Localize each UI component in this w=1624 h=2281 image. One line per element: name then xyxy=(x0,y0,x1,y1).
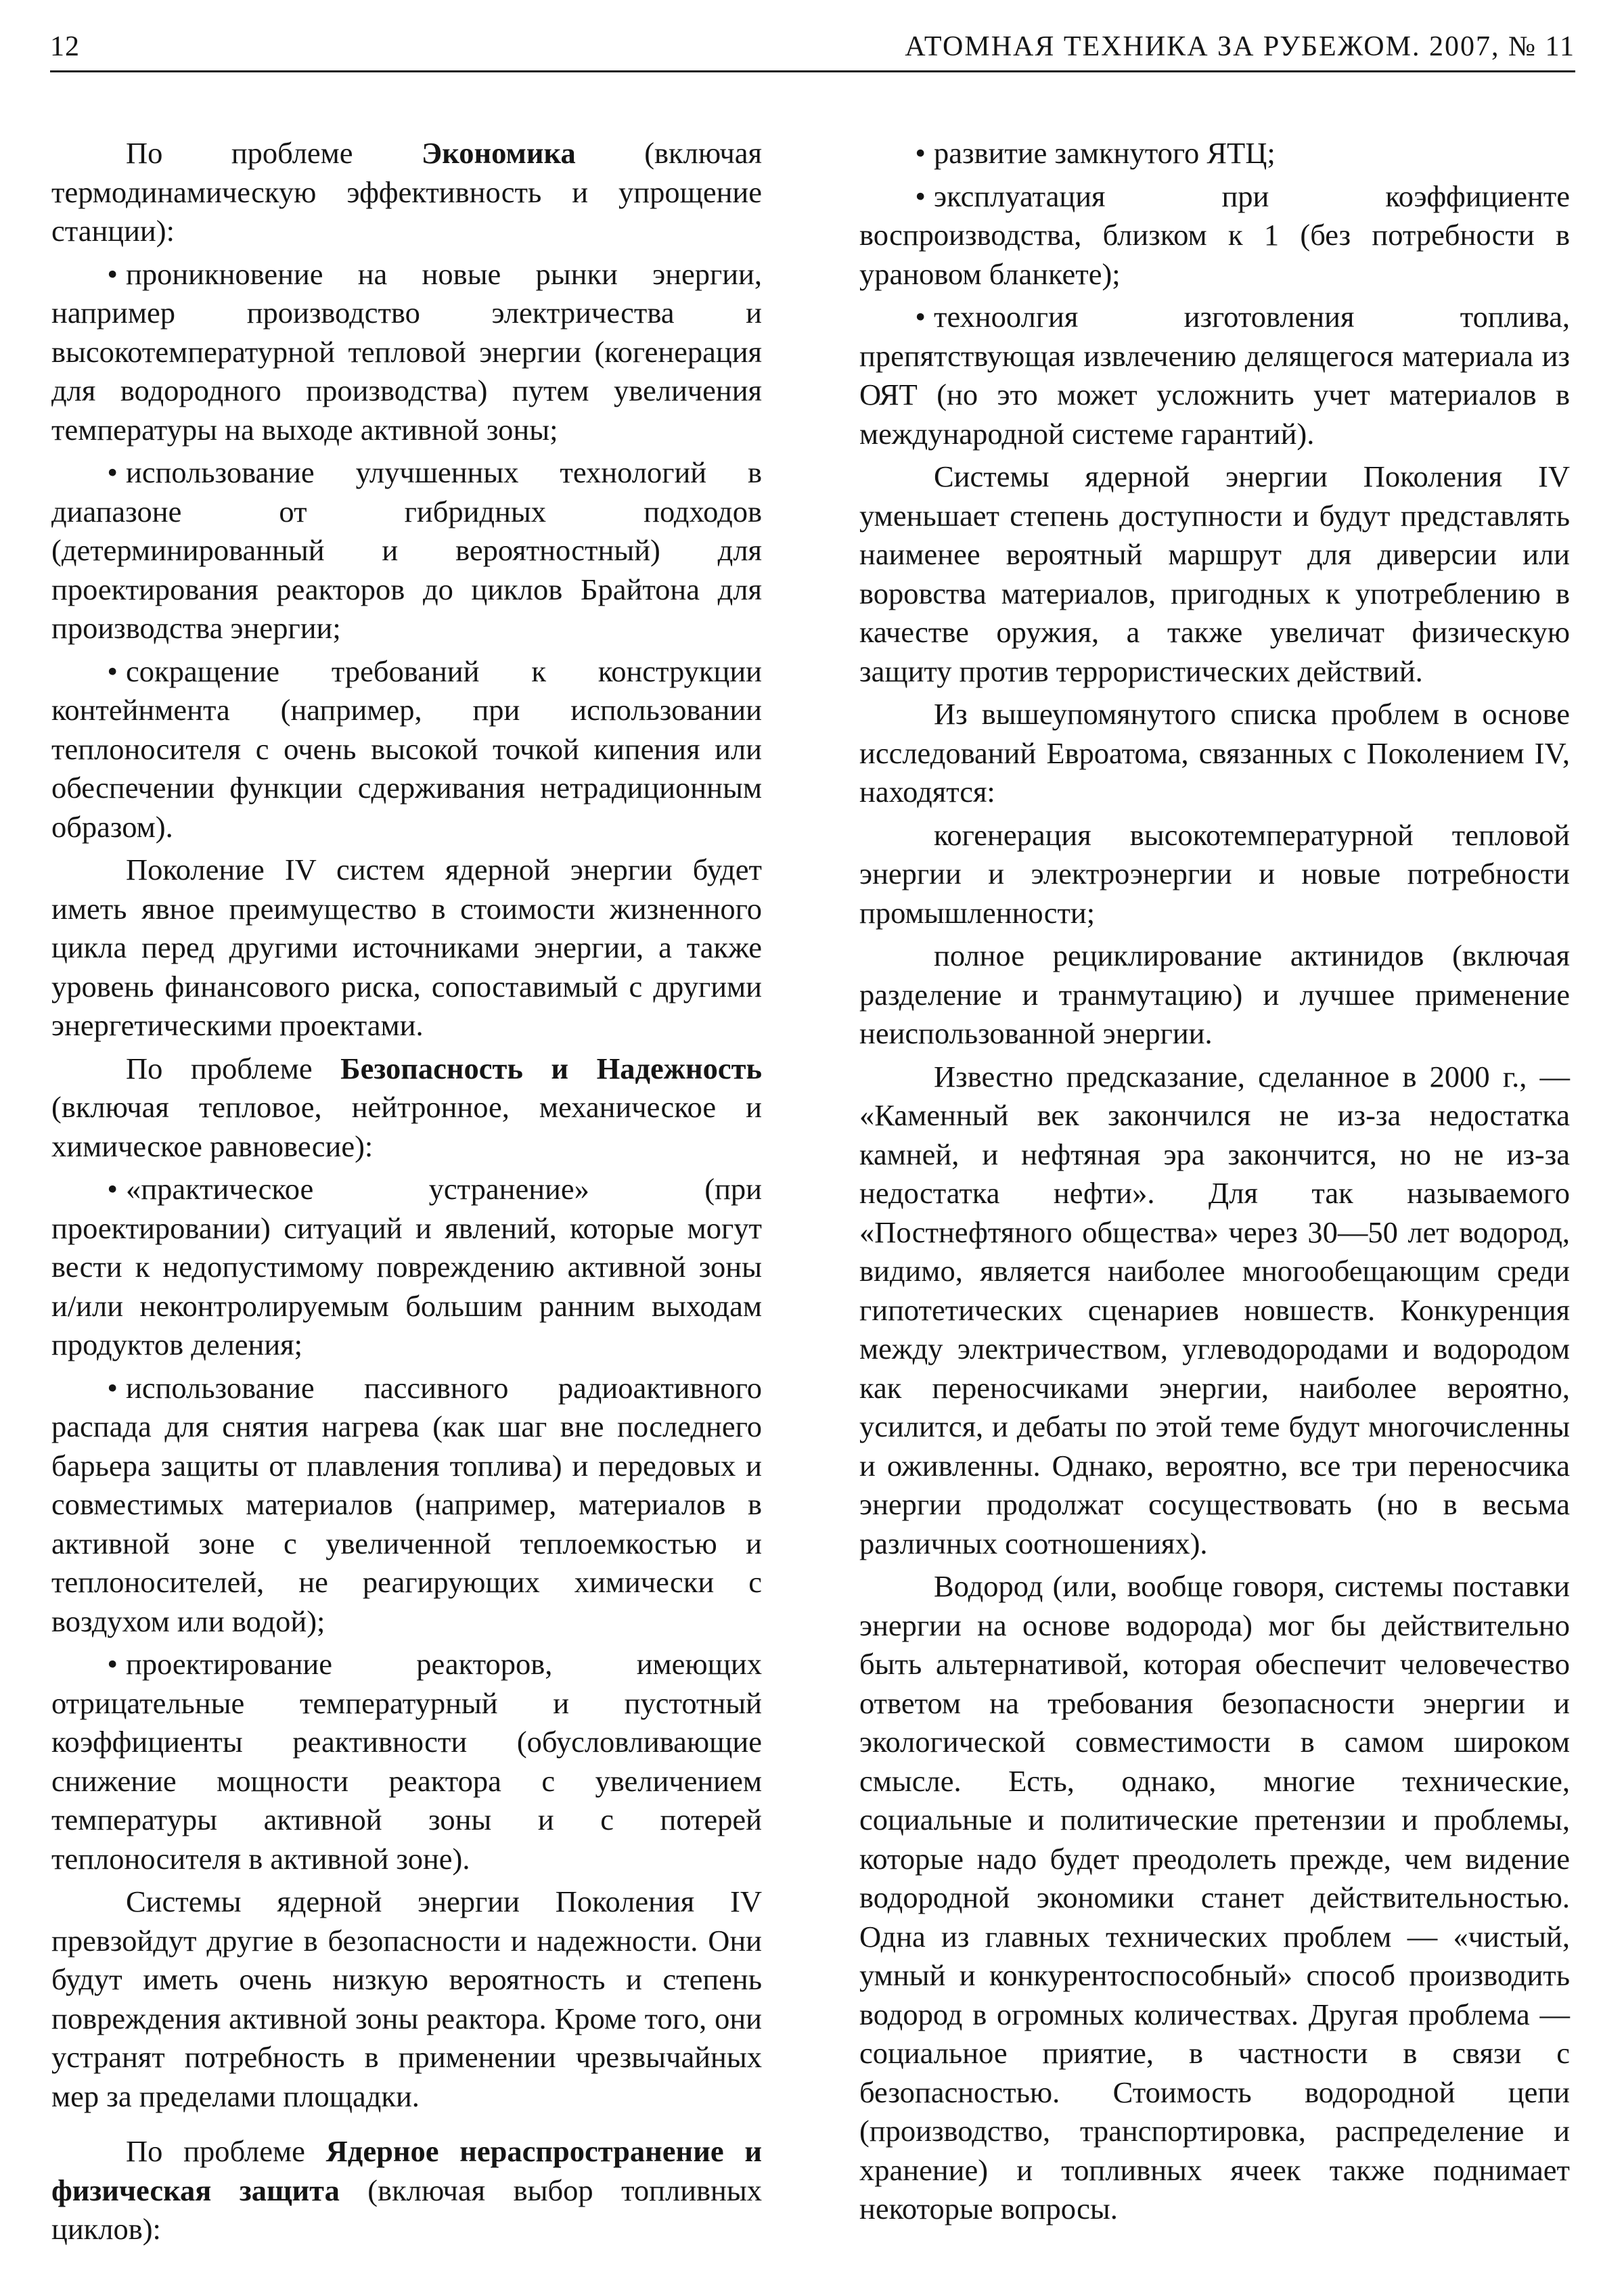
list-item: • сокращение требований к конструкции контейнмента (например, при использовании теплоносителя с очень высокой точкой кипения или обеспечении функции сдерживания нетрадиционным образом). xyxy=(51,652,762,847)
list-item: • проектирование реакторов, имеющих отрицательные температурный и пустотный коэффициенты реактивности (обусловливающие снижение мощности реактора с увеличением температуры активной зоны и с потерей теплоносителя в активной зоне). xyxy=(51,1645,762,1878)
paragraph: когенерация высокотемпературной тепловой энергии и электроэнергии и новые потребности промышленности; xyxy=(859,817,1570,930)
paragraph: Известно предсказание, сделанное в 2000 г., — «Каменный век закончился не из-за недостатка камней, и нефтяная эра закончится, но не из-за недостатка нефти». Для так называемого «Постнефтяного общества» через 30—50 лет водород, видимо, является наиболее многообещающим среди гипотетических сценариев новшеств. Конкуренция между электричеством, углеводородами и водородом как переносчиками энергии, наиболее вероятно, усилится, и дебаты по этой теме будут многочисленны и оживленны. Однако, вероятно, все три переносчика энергии продолжат сосуществовать (но в весьма различных соотношениях). xyxy=(859,1059,1570,1560)
paragraph-nonproliferation-intro: По проблеме Ядерное нераспространение и физическая защита (включая выбор топливных циклов): xyxy=(51,2134,763,2246)
list-item: • использование улучшенных технологий в диапазоне от гибридных подходов (детерминированный и вероятностный) для проектирования реакторов до циклов Брайтона для производства энергии; xyxy=(51,453,762,648)
list-item: • развитие замкнутого ЯТЦ; xyxy=(859,134,1570,173)
paragraph-economics-intro: По проблеме Экономика (включая термодинамическую эффективность и упрощение станции): xyxy=(51,136,762,248)
paragraph: Из вышеупомянутого списка проблем в основе исследований Евроатома, связанных с Поколением IV, находятся: xyxy=(859,697,1570,809)
bullet-icon: • xyxy=(107,1647,118,1681)
heading-safety: Безопасность и Надежность xyxy=(340,1051,763,1085)
list-item: • «практическое устранение» (при проектировании) ситуаций и явлений, которые могут вести к недопустимому повреждению активной зоны и/или неконтролируемым большим ранним выходам продуктов деления; xyxy=(51,1170,762,1365)
header-rule xyxy=(50,70,1575,72)
paragraph: Системы ядерной энергии Поколения IV превзойдут другие в безопасности и надежности. Они будут иметь очень низкую вероятность и степень повреждения активной зоны реактора. Кроме того, они устранят потребность в применении чрезвычайных мер за пределами площадки. xyxy=(51,1884,762,2113)
bullet-icon: • xyxy=(107,455,118,489)
paragraph: Водород (или, вообще говоря, системы поставки энергии на основе водорода) мог бы действительно быть альтернативой, которая обеспечит человечество ответом на требования безопасности энергии и экологической совместимости в самом широком смысле. Есть, однако, многие технические, социальные и политические претензии и проблемы, которые надо будет преодолеть прежде, чем видение водородной экономики станет действительностью. Одна из главных технических проблем — «чистый, умный и конкурентоспособный» способ производить водород в огромных количествах. Другая проблема — социальное приятие, в частности в связи с безопасностью. Стоимость водородной цепи (производство, транспортировка, распределение и хранение) и топливных ячеек также поднимает некоторые вопросы. xyxy=(859,1569,1570,2226)
paragraph-safety-intro: По проблеме Безопасность и Надежность (включая тепловое, нейтронное, механическое и химическое равновесие): xyxy=(51,1051,763,1163)
list-item: • проникновение на новые рынки энергии, например производство электричества и высокотемпературной тепловой энергии (когенерация для водородного производства) путем увеличения температуры на выходе активной зоны; xyxy=(51,255,762,450)
list-item: • эксплуатация при коэффициенте воспроизводства, близком к 1 (без потребности в урановом бланкете); xyxy=(859,177,1570,294)
list-item: • использование пассивного радиоактивного распада для снятия нагрева (как шаг вне последнего барьера защиты от плавления топлива) и передовых и совместимых материалов (например, материалов в активной зоне с увеличенной теплоемкостью и теплоносителей, не реагирующих химически с воздухом или водой); xyxy=(51,1369,762,1642)
left-column xyxy=(51,134,762,2253)
bullet-icon: • xyxy=(915,300,926,334)
heading-economics: Экономика xyxy=(422,136,576,170)
list-item: • техноолгия изготовления топлива, препятствующая извлечению делящегося материала из ОЯТ (но это может усложнить учет материалов в международной системе гарантий). xyxy=(859,298,1570,453)
running-head: АТОМНАЯ ТЕХНИКА ЗА РУБЕЖОМ. 2007, № 11 xyxy=(905,31,1575,62)
bullet-icon: • xyxy=(107,256,118,291)
right-column xyxy=(859,134,1570,2233)
paragraph: полное рециклирование актинидов (включая разделение и транмутацию) и лучшее применение неиспользованной энергии. xyxy=(859,939,1570,1050)
bullet-icon: • xyxy=(107,1172,118,1206)
bullet-icon: • xyxy=(107,1370,118,1405)
bullet-icon: • xyxy=(915,179,926,213)
paragraph: Системы ядерной энергии Поколения IV уменьшает степень доступности и будут представлять наименее вероятный маршрут для диверсии или воровства материалов, пригодных к употреблению в качестве оружия, а также увеличат физическую защиту против террористических действий. xyxy=(859,459,1570,688)
bullet-icon: • xyxy=(107,654,118,688)
paragraph: Поколение IV систем ядерной энергии будет иметь явное преимущество в стоимости жизненного цикла перед другими источниками энергии, а также уровень финансового риска, сопоставимый с другими энергетическими проектами. xyxy=(51,853,762,1042)
page-number: 12 xyxy=(50,31,80,62)
bullet-icon: • xyxy=(915,136,926,170)
heading-nonproliferation: Ядерное нераспространение и физическая защита xyxy=(51,2134,763,2207)
